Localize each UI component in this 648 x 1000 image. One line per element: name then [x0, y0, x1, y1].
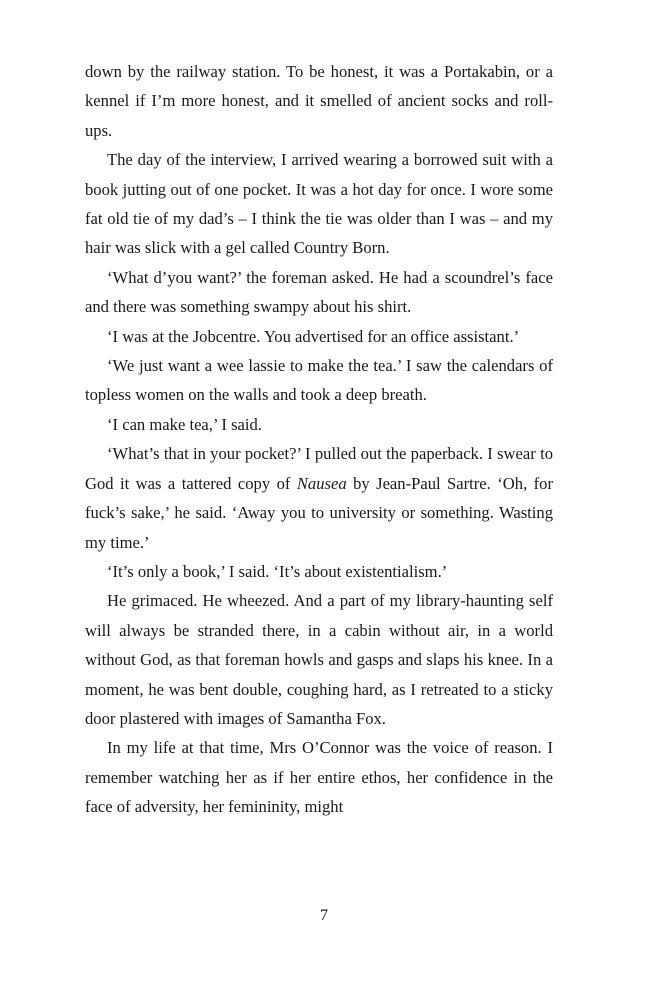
text-run: ‘What d’you want?’ the foreman asked. He had a scoundrel’s face and there was something swampy about his shirt.	[85, 267, 553, 317]
text-run: The day of the interview, I arrived wearing a borrowed suit with a book jutting out of one pocket. It was a hot day for once. I wore some fat old tie of my dad’s – I think the tie was older than I was – and my hair was slick with a gel called Country Born.	[85, 150, 553, 258]
text-run: In my life at that time, Mrs O’Connor was the voice of reason. I remember watching her as if her entire ethos, her confidence in the face of adversity, her femininity, might	[85, 738, 553, 817]
paragraph	[85, 145, 553, 263]
paragraph	[85, 322, 553, 351]
text-run: ‘I can make tea,’ I said.	[107, 414, 262, 434]
paragraph	[85, 733, 553, 821]
paragraph	[85, 410, 553, 439]
text-run: down by the railway station. To be honest, it was a Portakabin, or a kennel if I’m more honest, and it smelled of ancient socks and roll-ups.	[85, 62, 553, 140]
paragraph	[85, 586, 553, 733]
text-run: ‘We just want a wee lassie to make the tea.’ I saw the calendars of topless women on the walls and took a deep breath.	[85, 356, 553, 405]
paragraph	[85, 263, 553, 322]
paragraph	[85, 439, 553, 557]
paragraph	[85, 57, 553, 145]
text-run: He grimaced. He wheezed. And a part of my library-haunting self will always be stranded there, in a cabin without air, in a world without God, as that foreman howls and gasps and slaps his knee. In a moment, he was bent double, coughing hard, as I retreated to a sticky door plastered with images of Samantha Fox.	[85, 591, 553, 728]
paragraph	[85, 557, 553, 586]
page-number: 7	[320, 907, 328, 924]
page-body	[85, 57, 553, 822]
text-run: ‘It’s only a book,’ I said. ‘It’s about existentialism.’	[107, 561, 448, 581]
paragraph	[85, 351, 553, 410]
text-run: ‘What’s that in your pocket?’ I pulled out the paperback. I swear to God it was a tattered copy of	[85, 444, 553, 493]
text-run: by Jean-Paul Sartre. ‘Oh, for fuck’s sake,’ he said. ‘Away you to university or something. Wasting my time.’	[85, 473, 553, 552]
italic-title: Nausea	[296, 473, 347, 493]
text-run: ‘I was at the Jobcentre. You advertised for an office assistant.’	[107, 326, 520, 346]
